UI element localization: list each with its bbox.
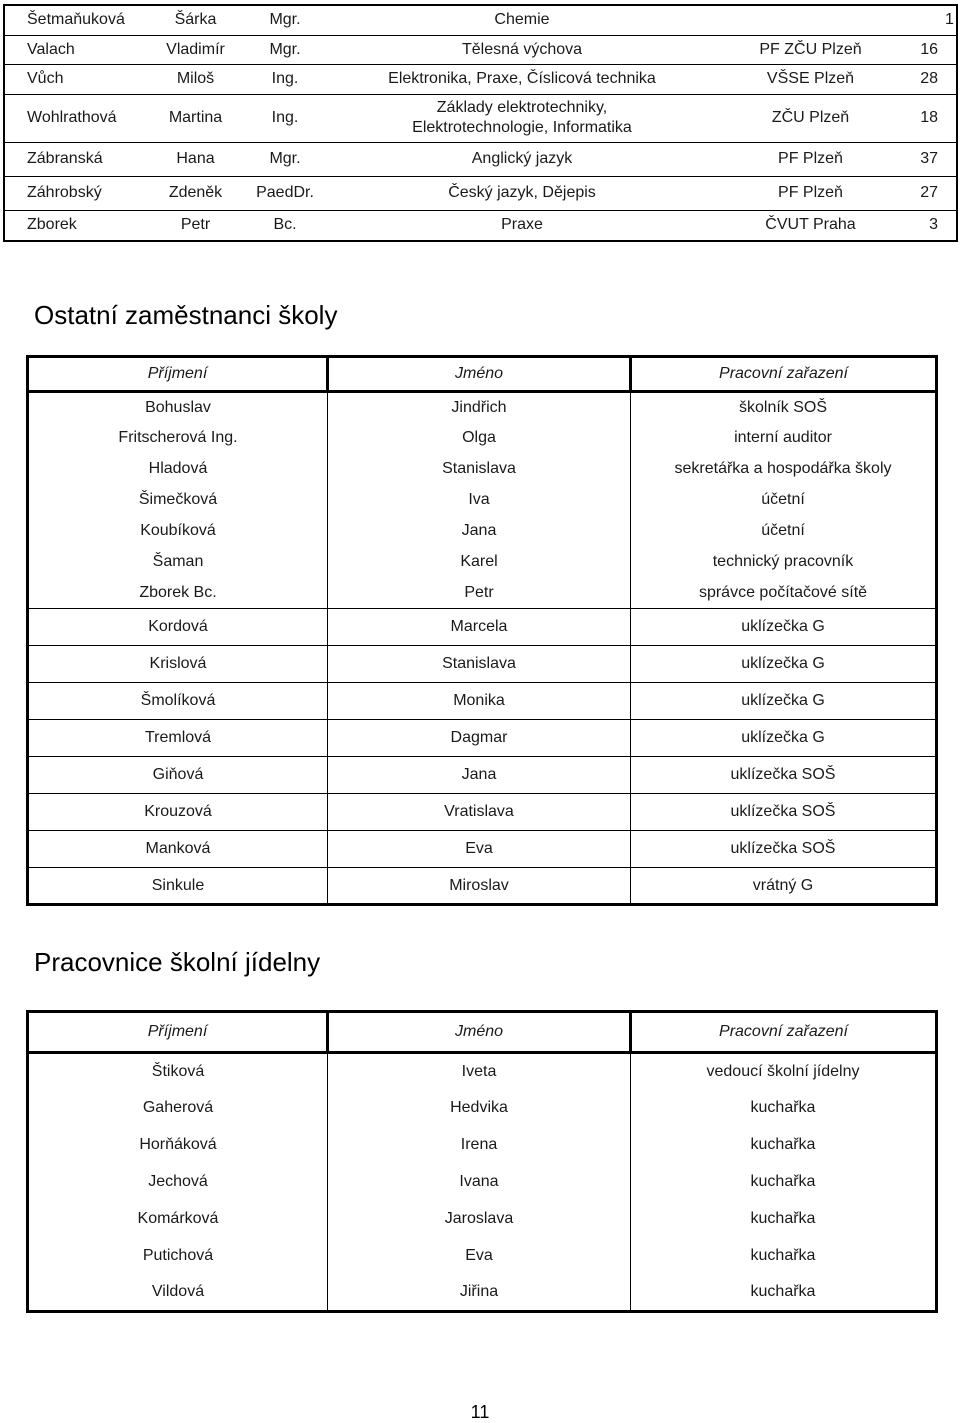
staff-first-name: Jindřich bbox=[328, 392, 631, 423]
staff-row bbox=[28, 609, 937, 646]
staff-surname: Bohuslav bbox=[28, 392, 328, 423]
staff-surname: Šaman bbox=[28, 547, 328, 578]
staff-position: školník SOŠ bbox=[738, 398, 828, 416]
staff-row bbox=[28, 1238, 937, 1275]
staff-surname: Komárková bbox=[28, 1201, 328, 1238]
staff-surname: Sinkule bbox=[28, 868, 328, 905]
header-surname: Příjmení bbox=[28, 1012, 328, 1053]
staff-row bbox=[28, 1201, 937, 1238]
teacher-surname: Wohlrathová bbox=[4, 94, 147, 142]
teacher-years: 37 bbox=[903, 142, 957, 176]
teacher-years: 27 bbox=[903, 176, 957, 210]
staff-row bbox=[28, 720, 937, 757]
staff-surname: Manková bbox=[28, 831, 328, 868]
teacher-surname: Vůch bbox=[4, 64, 147, 94]
teacher-years: 3 bbox=[903, 210, 957, 241]
teacher-subjects: Elektronika, Praxe, Číslicová technika bbox=[326, 64, 718, 94]
teacher-subjects: Anglický jazyk bbox=[326, 142, 718, 176]
teacher-subjects-line: Elektrotechnologie, Informatika bbox=[412, 119, 632, 136]
teacher-school: PF ZČU Plzeň bbox=[718, 35, 903, 64]
teacher-first-name: Zdeněk bbox=[147, 176, 244, 210]
teacher-years: 18 bbox=[903, 94, 957, 142]
staff-first-name: Jaroslava bbox=[328, 1201, 631, 1238]
teacher-school: ZČU Plzeň bbox=[718, 94, 903, 142]
teacher-school: PF Plzeň bbox=[718, 142, 903, 176]
staff-position: kuchařka bbox=[750, 1136, 816, 1153]
staff-row bbox=[28, 868, 937, 905]
teacher-title: Ing. bbox=[244, 94, 326, 142]
teacher-school: VŠSE Plzeň bbox=[718, 64, 903, 94]
staff-first-name: Irena bbox=[328, 1127, 631, 1164]
teacher-row bbox=[4, 142, 957, 176]
staff-surname: Krislová bbox=[28, 646, 328, 683]
teacher-school bbox=[718, 5, 903, 35]
staff-surname: Giňová bbox=[28, 757, 328, 794]
staff-row bbox=[28, 831, 937, 868]
teacher-surname: Zábranská bbox=[4, 142, 147, 176]
teacher-row bbox=[4, 94, 957, 142]
staff-first-name: Jiřina bbox=[328, 1275, 631, 1312]
staff-position: uklízečka SOŠ bbox=[631, 794, 937, 831]
staff-position: vrátný G bbox=[752, 876, 814, 894]
teacher-surname: Valach bbox=[4, 35, 147, 64]
staff-row bbox=[28, 794, 937, 831]
teacher-surname: Zborek bbox=[4, 210, 147, 241]
staff-row bbox=[28, 1090, 937, 1127]
header-job-position: Pracovní zařazení bbox=[631, 357, 937, 392]
teacher-first-name: Miloš bbox=[147, 64, 244, 94]
staff-surname: Horňáková bbox=[28, 1127, 328, 1164]
page-number: 11 bbox=[470, 1402, 490, 1422]
staff-row bbox=[28, 1164, 937, 1201]
staff-row bbox=[28, 1275, 937, 1312]
teacher-title: Ing. bbox=[244, 64, 326, 94]
staff-row bbox=[28, 485, 937, 516]
teacher-surname: Šetmaňuková bbox=[4, 5, 147, 35]
staff-position: uklízečka G bbox=[631, 720, 937, 757]
staff-table bbox=[26, 355, 938, 906]
staff-position: správce počítačové sítě bbox=[631, 578, 937, 609]
staff-first-name: Stanislava bbox=[328, 454, 631, 485]
teacher-surname: Záhrobský bbox=[4, 176, 147, 210]
staff-position: účetní bbox=[761, 491, 805, 508]
staff-row bbox=[28, 646, 937, 683]
teacher-years: 1 bbox=[903, 5, 957, 35]
header-first-name: Jméno bbox=[328, 357, 631, 392]
teacher-subjects bbox=[326, 94, 718, 142]
teacher-title: Mgr. bbox=[244, 5, 326, 35]
teacher-school: PF Plzeň bbox=[718, 176, 903, 210]
staff-position: technický pracovník bbox=[712, 553, 854, 570]
staff-surname: Koubíková bbox=[28, 516, 328, 547]
staff-first-name: Miroslav bbox=[328, 868, 631, 905]
header-surname: Příjmení bbox=[28, 357, 328, 392]
staff-row bbox=[28, 392, 937, 423]
staff-surname: Fritscherová Ing. bbox=[28, 423, 328, 454]
staff-surname: Štiková bbox=[28, 1053, 328, 1090]
header-first-name: Jméno bbox=[328, 1012, 631, 1053]
staff-first-name: Petr bbox=[328, 578, 631, 609]
staff-first-name: Iva bbox=[328, 485, 631, 516]
staff-first-name: Jana bbox=[328, 757, 631, 794]
teacher-row bbox=[4, 35, 957, 64]
teacher-row bbox=[4, 64, 957, 94]
staff-surname: Gaherová bbox=[28, 1090, 328, 1127]
staff-row bbox=[28, 423, 937, 454]
teacher-title: Bc. bbox=[244, 210, 326, 241]
teacher-subjects: Praxe bbox=[326, 210, 718, 241]
staff-surname: Zborek Bc. bbox=[28, 578, 328, 609]
teacher-row bbox=[4, 5, 957, 35]
staff-first-name: Monika bbox=[328, 683, 631, 720]
staff-first-name: Karel bbox=[328, 547, 631, 578]
staff-first-name: Eva bbox=[328, 1238, 631, 1275]
staff-position: uklízečka G bbox=[631, 646, 937, 683]
header-job-position: Pracovní zařazení bbox=[631, 1012, 937, 1053]
staff-surname: Šmolíková bbox=[28, 683, 328, 720]
canteen-staff-table bbox=[26, 1010, 938, 1313]
teacher-first-name: Hana bbox=[147, 142, 244, 176]
staff-position: kuchařka bbox=[750, 1210, 816, 1227]
teacher-first-name: Šárka bbox=[147, 5, 244, 35]
staff-section-title: Ostatní zaměstnanci školy bbox=[34, 300, 338, 330]
staff-first-name: Jana bbox=[328, 516, 631, 547]
staff-first-name: Vratislava bbox=[328, 794, 631, 831]
teacher-title: Mgr. bbox=[244, 142, 326, 176]
staff-surname: Hladová bbox=[28, 454, 328, 485]
teacher-subjects: Tělesná výchova bbox=[326, 35, 718, 64]
staff-surname: Putichová bbox=[28, 1238, 328, 1275]
staff-surname: Tremlová bbox=[28, 720, 328, 757]
staff-position: interní auditor bbox=[734, 429, 832, 446]
staff-position: kuchařka bbox=[750, 1283, 816, 1301]
staff-surname: Krouzová bbox=[28, 794, 328, 831]
teacher-first-name: Petr bbox=[147, 210, 244, 241]
staff-first-name: Iveta bbox=[328, 1053, 631, 1090]
teacher-row bbox=[4, 176, 957, 210]
staff-position: kuchařka bbox=[750, 1099, 816, 1116]
staff-position: uklízečka SOŠ bbox=[631, 831, 937, 868]
teacher-first-name: Vladimír bbox=[147, 35, 244, 64]
teacher-row bbox=[4, 210, 957, 241]
staff-row bbox=[28, 516, 937, 547]
staff-first-name: Olga bbox=[328, 423, 631, 454]
teacher-school: ČVUT Praha bbox=[718, 210, 903, 241]
teacher-years: 28 bbox=[903, 64, 957, 94]
teacher-title: Mgr. bbox=[244, 35, 326, 64]
staff-row bbox=[28, 757, 937, 794]
staff-row bbox=[28, 454, 937, 485]
staff-first-name: Ivana bbox=[328, 1164, 631, 1201]
staff-position: uklízečka SOŠ bbox=[631, 757, 937, 794]
staff-surname: Šimečková bbox=[28, 485, 328, 516]
staff-position: kuchařka bbox=[750, 1247, 816, 1264]
staff-row bbox=[28, 683, 937, 720]
staff-position: uklízečka G bbox=[631, 609, 937, 646]
teacher-subjects: Český jazyk, Dějepis bbox=[326, 176, 718, 210]
staff-position: kuchařka bbox=[750, 1173, 816, 1190]
staff-row bbox=[28, 547, 937, 578]
teacher-subjects-line: Základy elektrotechniky, bbox=[436, 99, 608, 116]
staff-surname: Vildová bbox=[28, 1275, 328, 1312]
staff-first-name: Stanislava bbox=[328, 646, 631, 683]
staff-position: vedoucí školní jídelny bbox=[706, 1062, 860, 1080]
teacher-subjects: Chemie bbox=[326, 5, 718, 35]
staff-position: sekretářka a hospodářka školy bbox=[674, 460, 892, 477]
staff-position: uklízečka G bbox=[631, 683, 937, 720]
staff-first-name: Hedvika bbox=[328, 1090, 631, 1127]
staff-row bbox=[28, 1127, 937, 1164]
canteen-section-title: Pracovnice školní jídelny bbox=[34, 947, 321, 977]
teacher-title: PaedDr. bbox=[244, 176, 326, 210]
staff-first-name: Marcela bbox=[328, 609, 631, 646]
staff-first-name: Dagmar bbox=[328, 720, 631, 757]
teacher-years: 16 bbox=[903, 35, 957, 64]
teacher-first-name: Martina bbox=[147, 94, 244, 142]
staff-first-name: Eva bbox=[328, 831, 631, 868]
staff-surname: Jechová bbox=[28, 1164, 328, 1201]
staff-surname: Kordová bbox=[28, 609, 328, 646]
teachers-table bbox=[3, 4, 958, 242]
staff-position: účetní bbox=[761, 522, 805, 539]
staff-row bbox=[28, 1053, 937, 1090]
staff-row bbox=[28, 578, 937, 609]
